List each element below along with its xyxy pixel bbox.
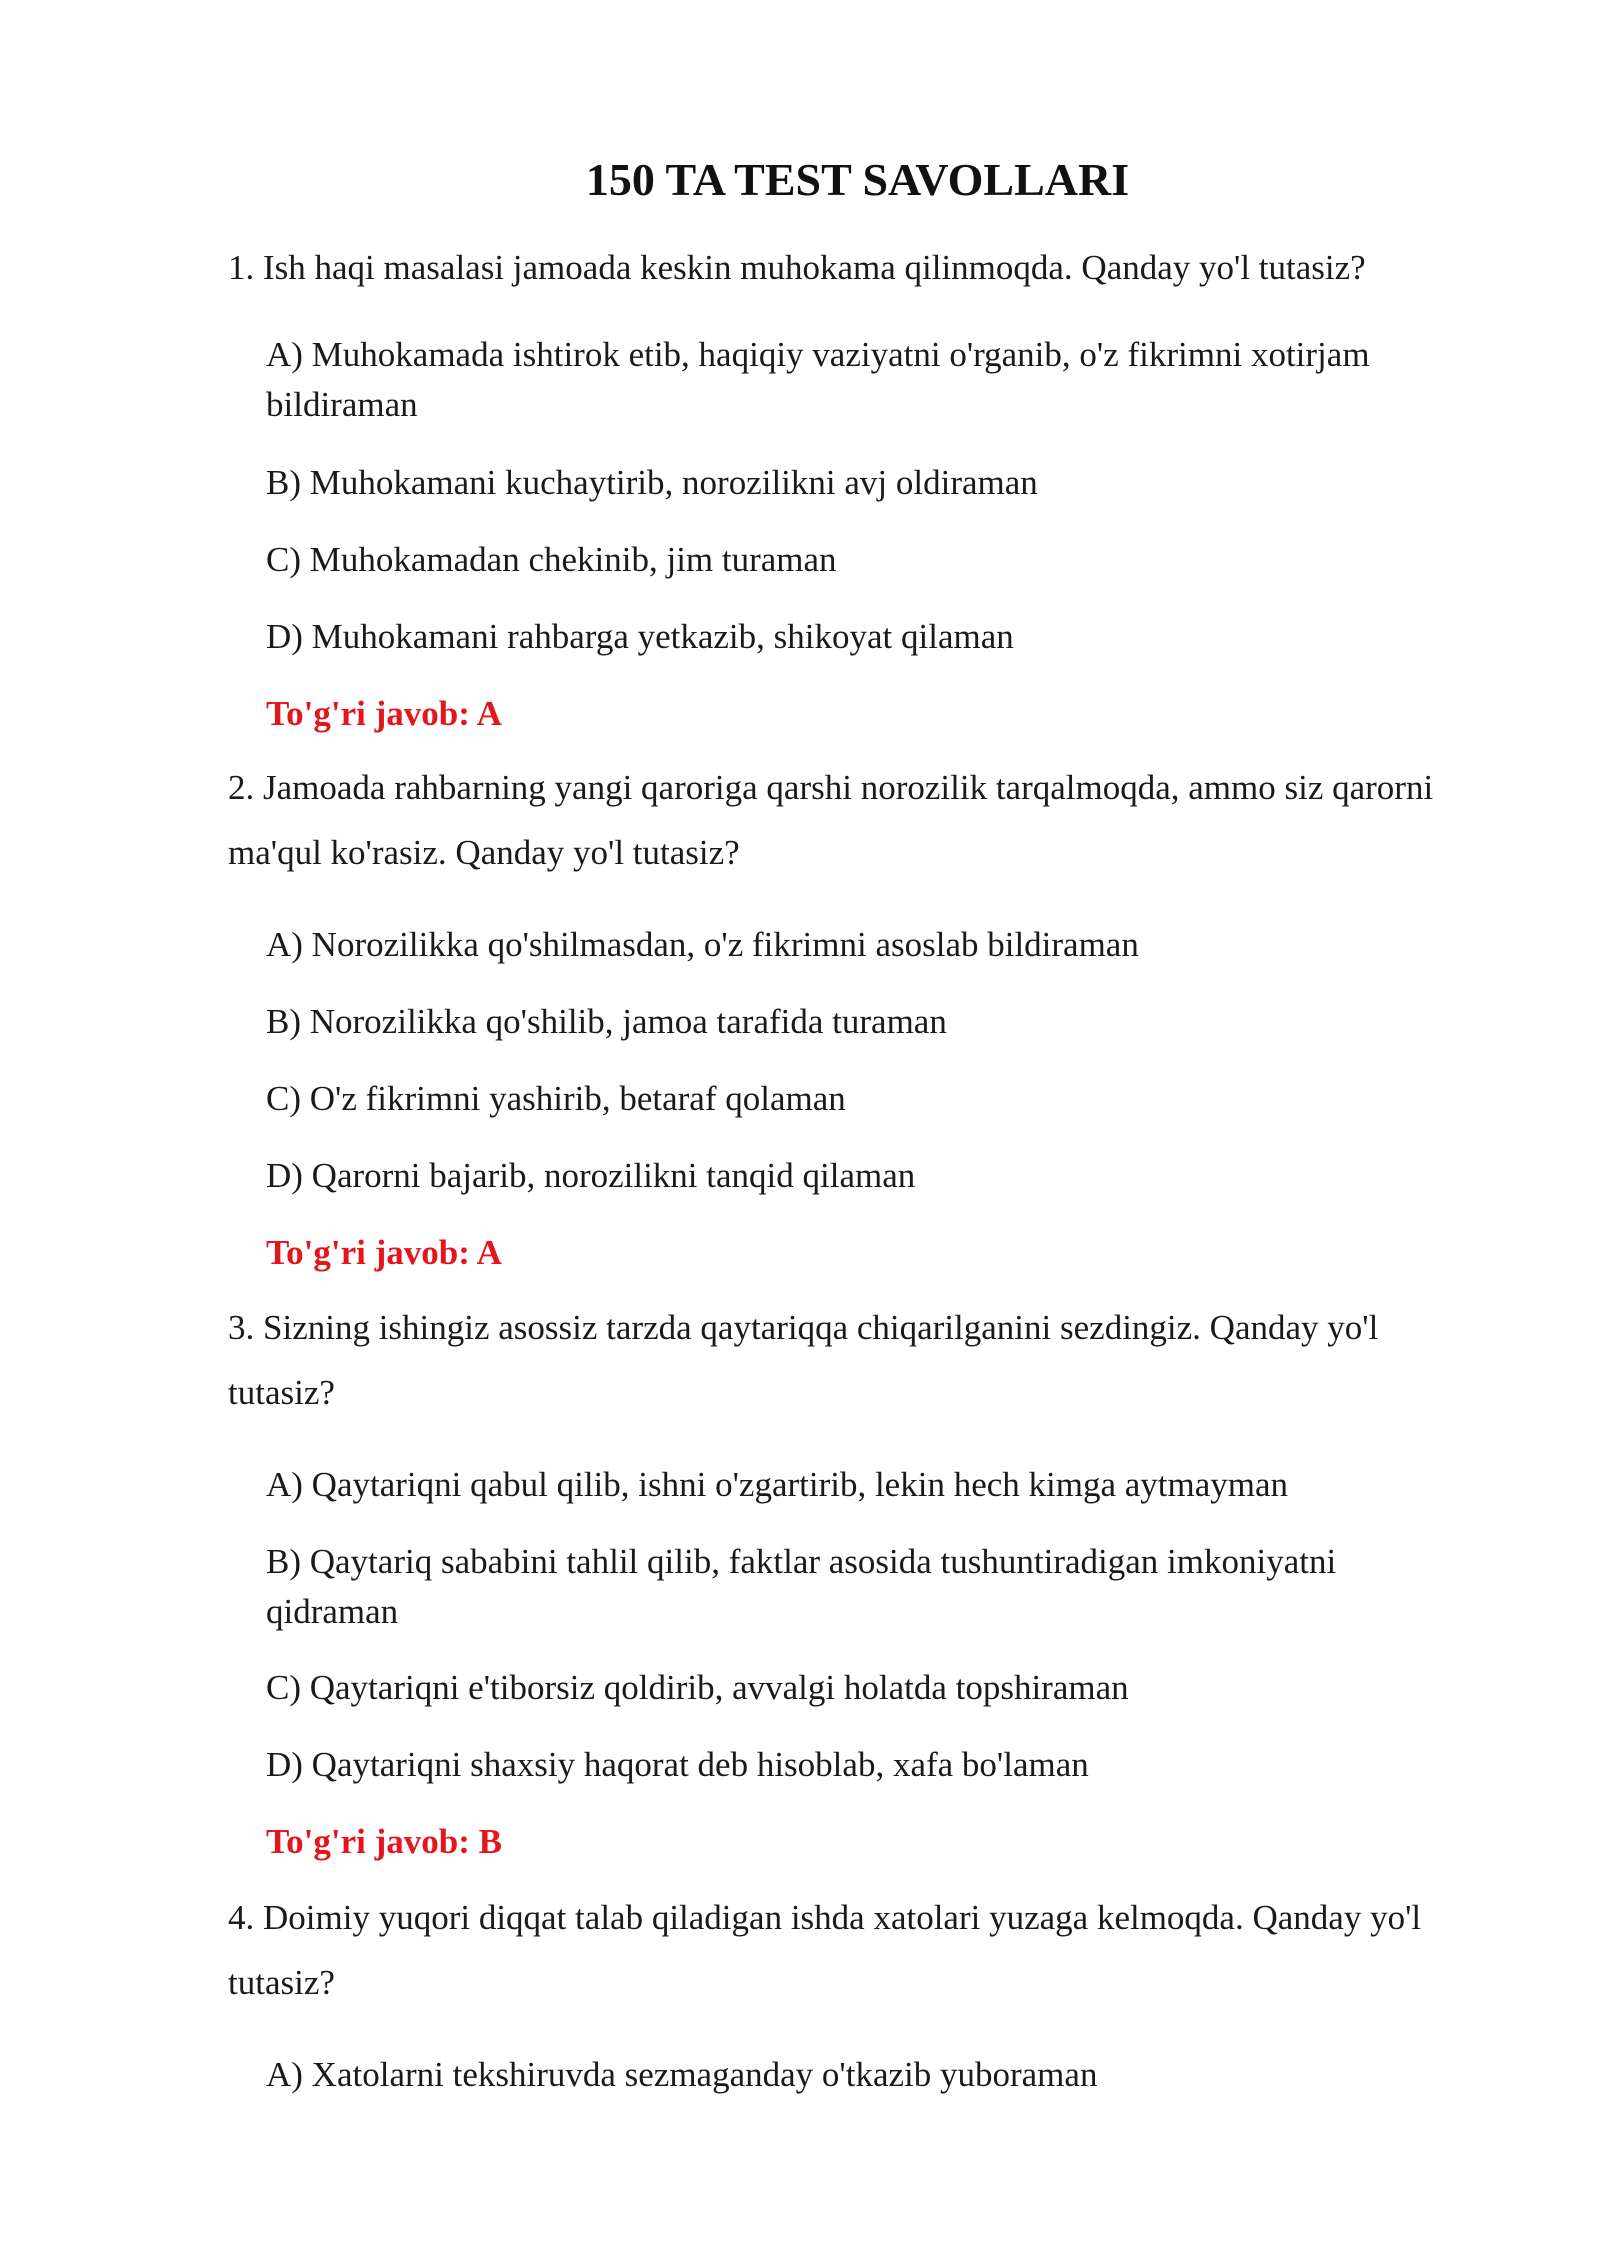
question-2-option-a: A) Norozilikka qo'shilmasdan, o'z fikrimni asoslab bildiraman: [266, 925, 1139, 964]
question-1-answer: To'g'ri javob: A: [266, 694, 502, 733]
question-2-option-b: B) Norozilikka qo'shilib, jamoa tarafida turaman: [266, 1002, 947, 1041]
question-3-option-a: A) Qaytariqni qabul qilib, ishni o'zgartirib, lekin hech kimga aytmayman: [266, 1465, 1289, 1504]
question-3-option-c: C) Qaytariqni e'tiborsiz qoldirib, avvalgi holatda topshiraman: [266, 1668, 1129, 1707]
question-4-text: 4. Doimiy yuqori diqqat talab qiladigan ishda xatolari yuzaga kelmoqda. Qanday yo'l tutasiz?: [228, 1898, 1422, 2002]
question-2-answer: To'g'ri javob: A: [266, 1233, 502, 1272]
question-2-text: 2. Jamoada rahbarning yangi qaroriga qarshi norozilik tarqalmoqda, ammo siz qarorni ma'qul ko'rasiz. Qanday yo'l tutasiz?: [228, 768, 1434, 872]
question-1-option-a: A) Muhokamada ishtirok etib, haqiqiy vaziyatni o'rganib, o'z fikrimni xotirjam bildiraman: [266, 335, 1370, 424]
question-4-option-a: A) Xatolarni tekshiruvda sezmaganday o'tkazib yuboraman: [266, 2055, 1098, 2094]
question-2-option-d: D) Qarorni bajarib, norozilikni tanqid qilaman: [266, 1156, 916, 1195]
question-1-option-c: C) Muhokamadan chekinib, jim turaman: [266, 540, 837, 579]
question-1-text: 1. Ish haqi masalasi jamoada keskin muhokama qilinmoqda. Qanday yo'l tutasiz?: [228, 248, 1366, 287]
question-1-option-d: D) Muhokamani rahbarga yetkazib, shikoyat qilaman: [266, 617, 1014, 656]
question-1-option-b: B) Muhokamani kuchaytirib, norozilikni avj oldiraman: [266, 463, 1038, 502]
question-3-option-b: B) Qaytariq sababini tahlil qilib, faktlar asosida tushuntiradigan imkoniyatni qidraman: [266, 1542, 1337, 1631]
question-2-option-c: C) O'z fikrimni yashirib, betaraf qolaman: [266, 1079, 846, 1118]
question-3-option-d: D) Qaytariqni shaxsiy haqorat deb hisoblab, xafa bo'laman: [266, 1745, 1089, 1784]
page-title: 150 TA TEST SAVOLLARI: [585, 154, 1130, 205]
question-3-answer: To'g'ri javob: B: [266, 1822, 502, 1861]
question-3-text: 3. Sizning ishingiz asossiz tarzda qaytariqqa chiqarilganini sezdingiz. Qanday yo'l tutasiz?: [228, 1308, 1379, 1412]
